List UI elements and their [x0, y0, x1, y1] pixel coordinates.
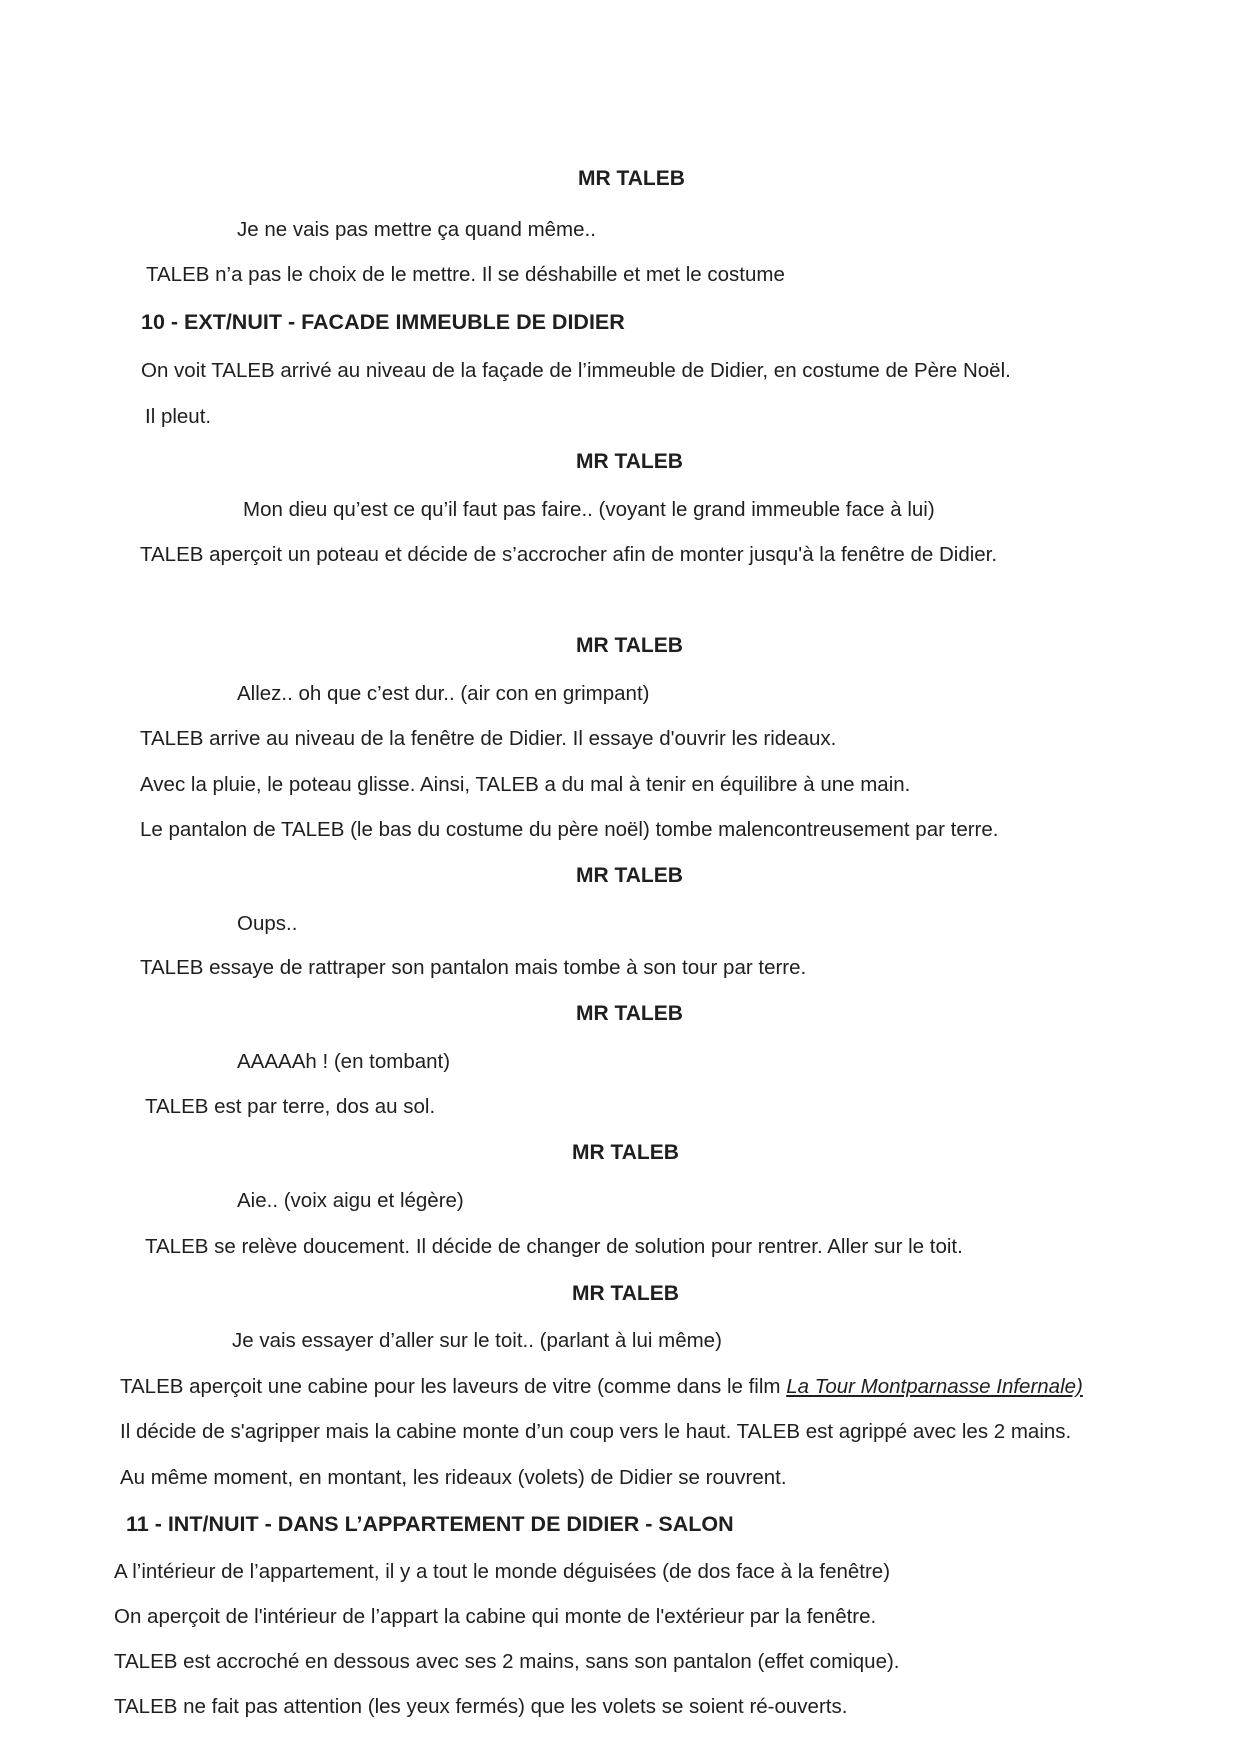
- action-line: A l’intérieur de l’appartement, il y a tout le monde déguisées (de dos face à la fenêtre): [114, 1560, 891, 1583]
- dialogue-line: Aie.. (voix aigu et légère): [237, 1189, 464, 1212]
- action-line: TALEB arrive au niveau de la fenêtre de Didier. Il essaye d'ouvrir les rideaux.: [140, 727, 837, 750]
- character-name: MR TALEB: [576, 450, 683, 473]
- character-name: MR TALEB: [576, 864, 683, 887]
- dialogue-line: Oups..: [237, 912, 298, 935]
- character-name: MR TALEB: [572, 1282, 679, 1305]
- character-name: MR TALEB: [578, 167, 685, 190]
- action-line: TALEB ne fait pas attention (les yeux fermés) que les volets se soient ré-ouverts.: [114, 1695, 848, 1718]
- character-name: MR TALEB: [572, 1141, 679, 1164]
- action-line: [120, 1374, 1083, 1400]
- character-name: MR TALEB: [576, 1002, 683, 1025]
- action-text: TALEB aperçoit une cabine pour les laveurs de vitre (comme dans le film: [120, 1375, 781, 1398]
- dialogue-line: AAAAAh ! (en tombant): [237, 1050, 451, 1073]
- action-line: TALEB essaye de rattraper son pantalon mais tombe à son tour par terre.: [140, 956, 807, 979]
- action-line: Avec la pluie, le poteau glisse. Ainsi, TALEB a du mal à tenir en équilibre à une main.: [140, 773, 911, 796]
- action-line: Il pleut.: [145, 405, 212, 428]
- dialogue-line: Allez.. oh que c’est dur.. (air con en grimpant): [237, 682, 650, 705]
- action-line: TALEB aperçoit un poteau et décide de s’accrocher afin de monter jusqu'à la fenêtre de Didier.: [140, 543, 998, 566]
- action-line: On aperçoit de l'intérieur de l’appart la cabine qui monte de l'extérieur par la fenêtre.: [114, 1605, 877, 1628]
- action-line: TALEB n’a pas le choix de le mettre. Il se déshabille et met le costume: [146, 263, 785, 286]
- dialogue-line: Mon dieu qu’est ce qu’il faut pas faire.. (voyant le grand immeuble face à lui): [243, 498, 935, 521]
- action-line: TALEB est accroché en dessous avec ses 2 mains, sans son pantalon (effet comique).: [114, 1650, 900, 1673]
- dialogue-line: Je vais essayer d’aller sur le toit.. (parlant à lui même): [232, 1329, 722, 1352]
- dialogue-line: Je ne vais pas mettre ça quand même..: [237, 218, 596, 241]
- character-name: MR TALEB: [576, 634, 683, 657]
- scene-heading: 11 - INT/NUIT - DANS L’APPARTEMENT DE DIDIER - SALON: [126, 1512, 734, 1536]
- action-line: On voit TALEB arrivé au niveau de la façade de l’immeuble de Didier, en costume de Père Noël.: [141, 359, 1011, 382]
- action-line: Au même moment, en montant, les rideaux (volets) de Didier se rouvrent.: [120, 1466, 787, 1489]
- action-line: Il décide de s'agripper mais la cabine monte d’un coup vers le haut. TALEB est agrippé avec les 2 mains.: [120, 1420, 1072, 1443]
- action-line: TALEB est par terre, dos au sol.: [145, 1095, 436, 1118]
- film-reference: La Tour Montparnasse Infernale): [786, 1375, 1083, 1398]
- action-line: TALEB se relève doucement. Il décide de changer de solution pour rentrer. Aller sur le toit.: [145, 1235, 963, 1258]
- action-line: Le pantalon de TALEB (le bas du costume du père noël) tombe malencontreusement par terre.: [140, 818, 999, 841]
- scene-heading: 10 - EXT/NUIT - FACADE IMMEUBLE DE DIDIER: [141, 310, 625, 334]
